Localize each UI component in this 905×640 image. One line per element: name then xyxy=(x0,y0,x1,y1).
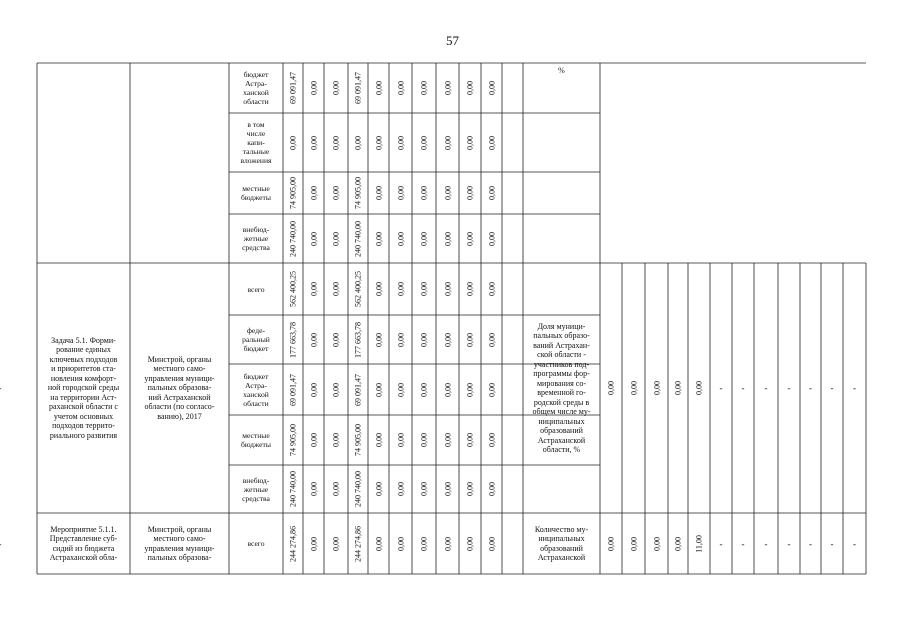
amount-cell: 74 905,00 xyxy=(288,424,298,456)
amount-cell: 0,00 xyxy=(465,536,475,551)
indicator-value: 0,00 xyxy=(673,381,683,395)
amount-cell: 69 091,47 xyxy=(353,373,363,406)
indicator-value: 11,00 xyxy=(694,534,704,553)
amount-cell: 0,00 xyxy=(443,536,452,551)
amount-cell: 0,00 xyxy=(309,482,318,496)
amount-cell: 0,00 xyxy=(443,135,452,150)
indicator-value: 0,00 xyxy=(606,381,616,395)
amount-cell: 0,00 xyxy=(487,81,496,95)
amount-cell: 0,00 xyxy=(309,382,318,397)
amount-cell: 0,00 xyxy=(396,482,405,496)
funding-source-label: бюджет Астра- ханской области xyxy=(243,371,269,408)
indicator-dash: - xyxy=(787,383,791,393)
indicator-dash: - xyxy=(830,383,834,393)
measure-indicator: Количество му- ниципальных образований Астраханской xyxy=(534,524,589,562)
indicator-dash: - xyxy=(741,538,745,549)
funding-source-label: внебюд- жетные средства xyxy=(242,475,270,503)
amount-cell: 69 091,47 xyxy=(288,72,298,104)
task-indicator: Доля муници- пальных образо- ваний Астрахан- ской области - участников под- программы фор- мирования со- временной го- родской среды в общем числе му- ниципальных образований Астраханской области, % xyxy=(532,321,591,454)
amount-cell: 244 274,86 xyxy=(353,525,363,562)
indicator-dash: - xyxy=(764,538,768,549)
amount-cell: 0,00 xyxy=(443,282,452,296)
amount-cell: 0,00 xyxy=(331,382,341,397)
indicator-unit: % xyxy=(558,66,565,76)
amount-cell: 0,00 xyxy=(419,282,429,296)
funding-source-label: всего xyxy=(247,284,265,294)
amount-cell: 0,00 xyxy=(465,186,475,200)
amount-cell: 562 400,25 xyxy=(288,271,298,307)
indicator-dash: - xyxy=(853,383,856,393)
amount-cell: 0,00 xyxy=(309,81,318,95)
amount-cell: 0,00 xyxy=(487,282,496,296)
indicator-value: 0,00 xyxy=(652,536,661,551)
amount-cell: 0,00 xyxy=(465,332,475,347)
indicator-dash: - xyxy=(719,383,723,393)
indicator-dash: - xyxy=(741,383,745,393)
amount-cell: 0,00 xyxy=(374,332,383,347)
amount-cell: 0,00 xyxy=(374,186,383,200)
indicator-dash: - xyxy=(809,383,812,393)
amount-cell: 0,00 xyxy=(396,433,405,447)
amount-cell: 74 905,00 xyxy=(288,177,298,209)
amount-cell: 0,00 xyxy=(419,231,429,246)
amount-cell: 0,00 xyxy=(443,81,452,95)
amount-cell: 240 740,00 xyxy=(353,471,363,507)
amount-cell: 0,00 xyxy=(419,81,429,95)
amount-cell: 0,00 xyxy=(487,332,496,347)
amount-cell: 244 274,86 xyxy=(288,525,298,562)
indicator-dash: - xyxy=(853,538,856,549)
page-number: 57 xyxy=(446,33,459,48)
amount-cell: 0,00 xyxy=(419,186,429,200)
amount-cell: 0,00 xyxy=(396,332,405,347)
amount-cell: 0,00 xyxy=(443,332,452,347)
amount-cell: 0,00 xyxy=(331,231,341,246)
amount-cell: 0,00 xyxy=(487,135,496,150)
amount-cell: 0,00 xyxy=(309,433,318,447)
amount-cell: 0,00 xyxy=(443,482,452,496)
funding-source-label: местные бюджеты xyxy=(241,431,271,449)
funding-source-label: феде- ральный бюджет xyxy=(242,326,270,353)
measure-executor: Минстрой, органы местного само- управления муници- пальных образова- xyxy=(144,524,215,562)
amount-cell: 0,00 xyxy=(419,135,429,150)
amount-cell: 0,00 xyxy=(374,135,383,150)
indicator-dash: - xyxy=(830,538,834,549)
amount-cell: 69 091,47 xyxy=(353,72,363,104)
amount-cell: 0,00 xyxy=(443,231,452,246)
indicator-dash: - xyxy=(719,538,723,549)
amount-cell: 0,00 xyxy=(374,482,383,496)
amount-cell: 0,00 xyxy=(396,81,405,95)
amount-cell: 0,00 xyxy=(487,433,496,447)
indicator-dash xyxy=(0,539,2,549)
amount-cell: 0,00 xyxy=(465,282,475,296)
amount-cell: 0,00 xyxy=(465,482,475,496)
amount-cell: 0,00 xyxy=(396,186,405,200)
amount-cell: 0,00 xyxy=(419,433,429,447)
amount-cell: 0,00 xyxy=(309,332,318,347)
amount-cell: 0,00 xyxy=(419,332,429,347)
amount-cell: 0,00 xyxy=(465,81,475,95)
amount-cell: 0,00 xyxy=(419,482,429,496)
amount-cell: 240 740,00 xyxy=(288,220,298,257)
amount-cell: 0,00 xyxy=(353,135,363,150)
amount-cell: 0,00 xyxy=(487,482,496,496)
amount-cell: 0,00 xyxy=(487,382,496,397)
amount-cell: 0,00 xyxy=(374,433,383,447)
indicator-dash: - xyxy=(809,538,812,549)
amount-cell: 0,00 xyxy=(309,536,318,551)
amount-cell: 0,00 xyxy=(443,382,452,397)
funding-source-label: всего xyxy=(247,539,265,548)
indicator-value: 0,00 xyxy=(694,381,704,395)
funding-source-label: в том числе капи- тальные вложения xyxy=(240,120,272,165)
amount-cell: 0,00 xyxy=(487,186,496,200)
amount-cell: 240 740,00 xyxy=(353,220,363,257)
indicator-value: 0,00 xyxy=(606,536,616,551)
amount-cell: 0,00 xyxy=(331,186,341,200)
amount-cell: 0,00 xyxy=(331,536,341,551)
amount-cell: 0,00 xyxy=(374,536,383,551)
amount-cell: 0,00 xyxy=(443,186,452,200)
amount-cell: 0,00 xyxy=(309,186,318,200)
amount-cell: 0,00 xyxy=(331,81,341,95)
task-executor: Минстрой, органы местного само- управления муници- пальных образова- ний Астраханской области (по согласо- ванию), 2017 xyxy=(144,354,215,421)
amount-cell: 0,00 xyxy=(487,536,496,551)
task-name: Задача 5.1. Форми- рование единых ключевых подходов и приоритетов ста- новления комфорт- ной городской среды на территории Аст- раханской области с учетом основных подходов террито- риального развития xyxy=(47,335,120,440)
amount-cell: 0,00 xyxy=(465,231,475,246)
amount-cell: 0,00 xyxy=(374,282,383,296)
amount-cell: 240 740,00 xyxy=(288,471,298,507)
funding-source-label: бюджет Астра- ханской области xyxy=(243,70,269,106)
amount-cell: 0,00 xyxy=(331,482,341,496)
indicator-value: 0,00 xyxy=(673,536,683,551)
amount-cell: 0,00 xyxy=(288,135,298,150)
amount-cell: 0,00 xyxy=(396,536,405,551)
indicator-dash xyxy=(0,383,2,393)
amount-cell: 0,00 xyxy=(374,382,383,397)
amount-cell: 0,00 xyxy=(331,282,341,296)
amount-cell: 74 905,00 xyxy=(353,177,363,209)
indicator-value: 0,00 xyxy=(629,381,638,395)
amount-cell: 0,00 xyxy=(331,332,341,347)
amount-cell: 0,00 xyxy=(331,135,341,150)
amount-cell: 0,00 xyxy=(374,231,383,246)
amount-cell: 0,00 xyxy=(465,135,475,150)
amount-cell: 69 091,47 xyxy=(288,373,298,406)
amount-cell: 0,00 xyxy=(487,231,496,246)
amount-cell: 0,00 xyxy=(396,135,405,150)
amount-cell: 0,00 xyxy=(309,282,318,296)
amount-cell: 0,00 xyxy=(331,433,341,447)
amount-cell: 0,00 xyxy=(396,382,405,397)
amount-cell: 0,00 xyxy=(374,81,383,95)
amount-cell: 562 400,25 xyxy=(353,271,363,307)
indicator-value: 0,00 xyxy=(652,381,661,395)
amount-cell: 0,00 xyxy=(443,433,452,447)
amount-cell: 0,00 xyxy=(309,231,318,246)
funding-source-label: внебюд- жетные средства xyxy=(242,225,270,252)
amount-cell: 0,00 xyxy=(465,433,475,447)
amount-cell: 0,00 xyxy=(396,231,405,246)
indicator-dash: - xyxy=(764,383,768,393)
funding-source-label: местные бюджеты xyxy=(241,184,271,202)
amount-cell: 177 663,78 xyxy=(288,321,298,358)
indicator-dash: - xyxy=(787,538,791,549)
amount-cell: 0,00 xyxy=(419,536,429,551)
amount-cell: 177 663,78 xyxy=(353,321,363,358)
measure-name: Мероприятие 5.1.1. Представление суб- сидий из бюджета Астраханской обла- xyxy=(49,524,118,562)
amount-cell: 0,00 xyxy=(419,382,429,397)
amount-cell: 0,00 xyxy=(396,282,405,296)
amount-cell: 74 905,00 xyxy=(353,424,363,456)
amount-cell: 0,00 xyxy=(465,382,475,397)
indicator-value: 0,00 xyxy=(629,536,638,551)
amount-cell: 0,00 xyxy=(309,135,318,150)
